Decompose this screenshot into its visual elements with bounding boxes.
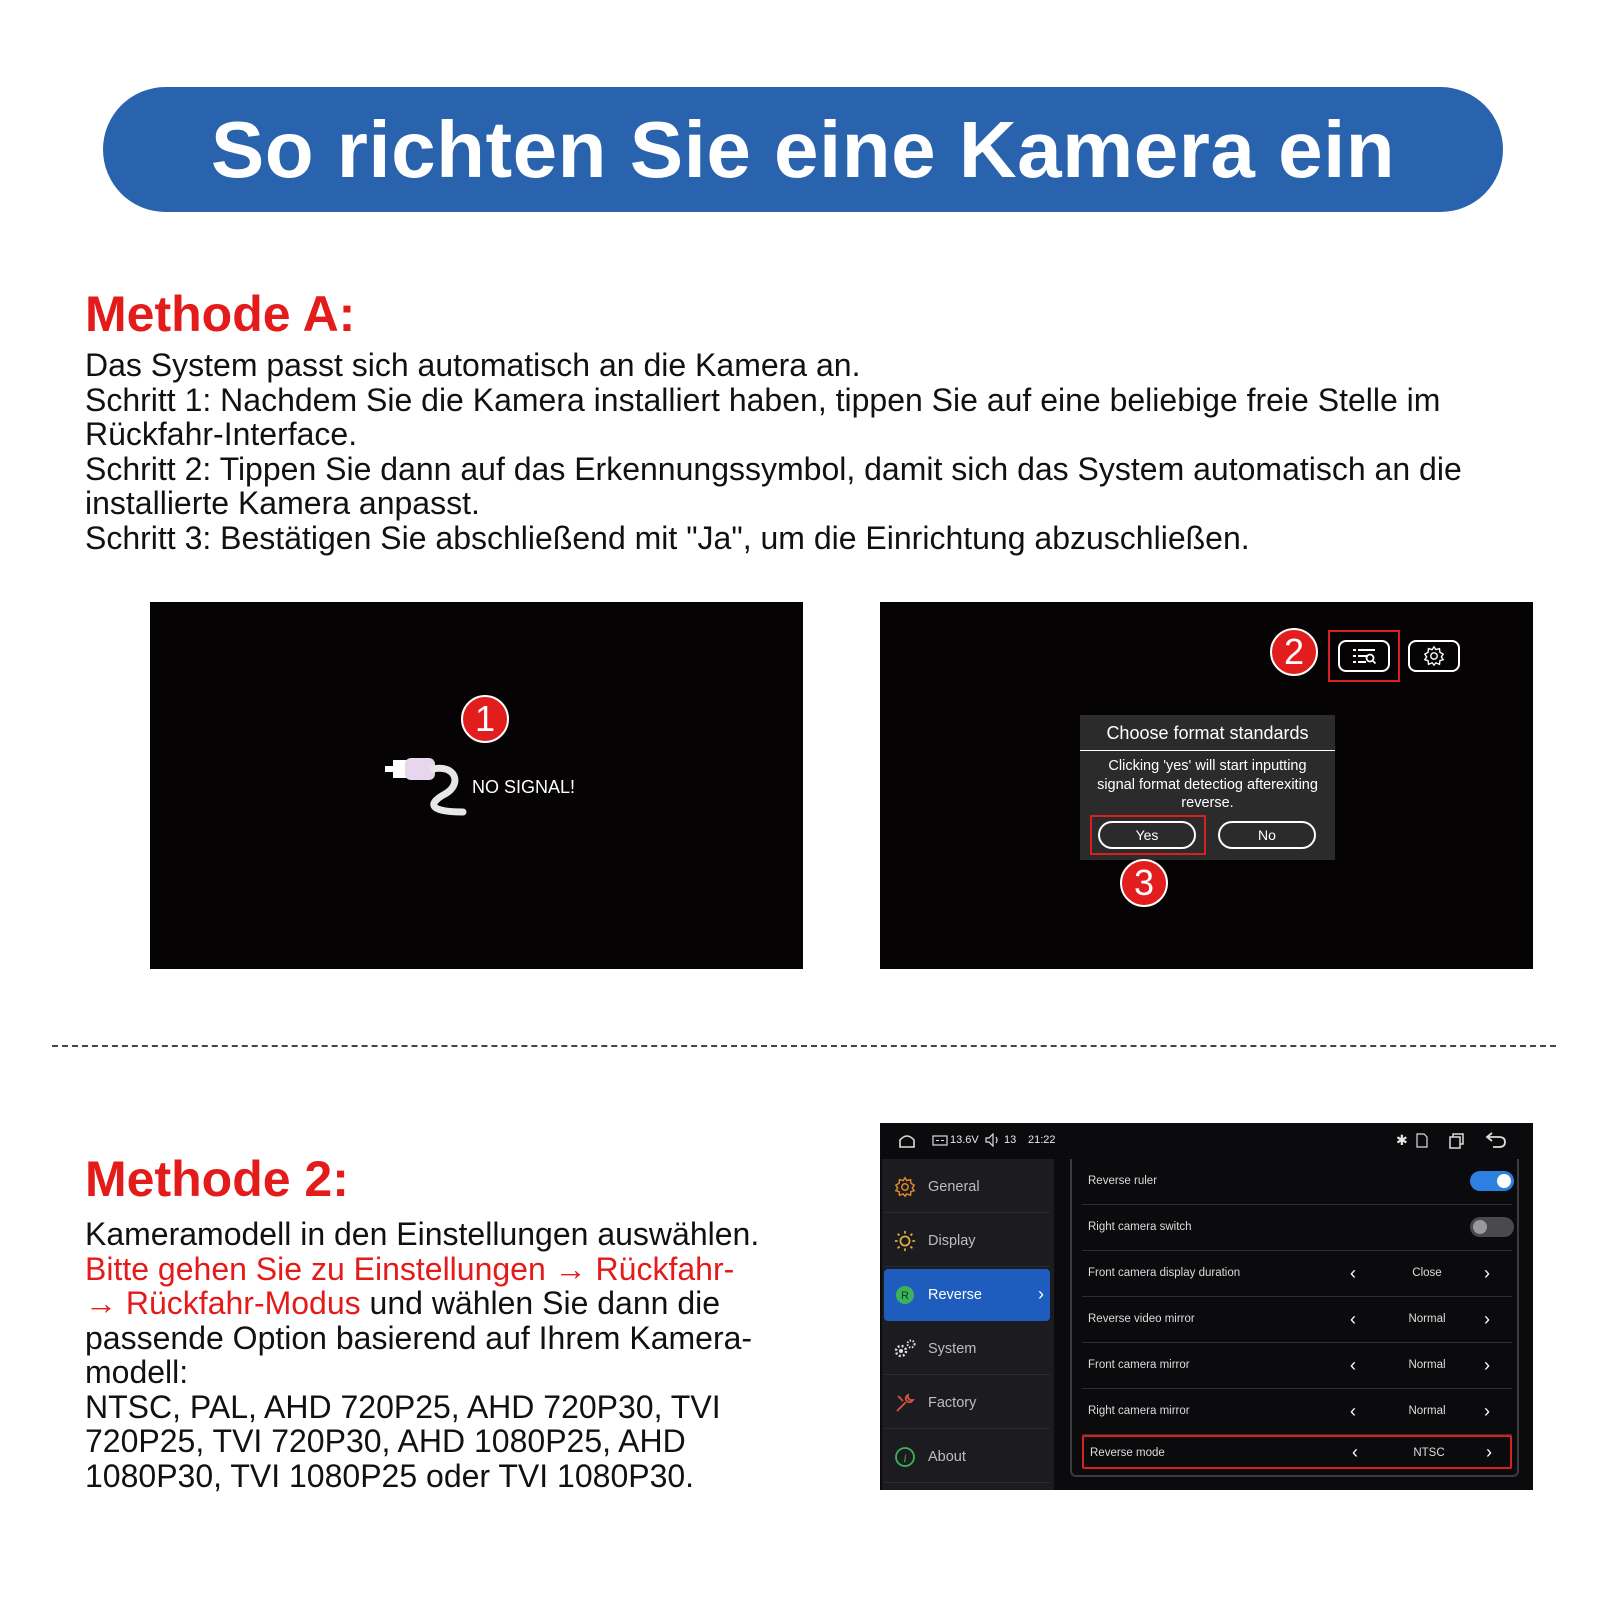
step-2-badge: 2	[1270, 628, 1318, 676]
instruction-line: Schritt 1: Nachdem Sie die Kamera installiert haben, tippen Sie auf eine beliebige freie Stelle im	[85, 381, 1441, 418]
setting-label: Reverse video mirror	[1088, 1313, 1195, 1325]
yes-button[interactable]: Yes	[1098, 821, 1196, 849]
chevron-right-icon: ›	[1038, 1284, 1044, 1304]
chevron-right-icon[interactable]: ›	[1484, 1263, 1490, 1283]
battery-icon	[932, 1135, 948, 1146]
home-icon[interactable]	[898, 1132, 916, 1148]
setting-value: Normal	[1408, 1359, 1446, 1371]
sidebar-item-display[interactable]	[884, 1215, 1050, 1267]
instruction-line: Rückfahr-Interface.	[85, 416, 358, 452]
method-2-heading: Methode 2:	[85, 1151, 349, 1207]
format-standards-dialog	[1080, 715, 1335, 860]
voltage-readout: 13.6V	[950, 1134, 979, 1146]
setting-label: Right camera switch	[1088, 1221, 1192, 1233]
info-icon	[892, 1444, 918, 1470]
setting-row-reverse-mode	[1082, 1435, 1512, 1469]
instruction-line: Das System passt sich automatisch an die Kamera an.	[85, 347, 861, 383]
sidebar-item-label: Reverse	[928, 1287, 982, 1303]
chevron-left-icon[interactable]: ‹	[1350, 1309, 1356, 1329]
camera-mode-list: 1080P30, TVI 1080P25 oder TVI 1080P30.	[85, 1457, 695, 1494]
chevron-right-icon[interactable]: ›	[1484, 1401, 1490, 1421]
reverse-screen-detect-dialog	[880, 602, 1533, 969]
sidebar-item-about[interactable]	[884, 1431, 1050, 1483]
setting-label: Reverse mode	[1090, 1447, 1165, 1459]
instruction-line	[85, 1286, 815, 1321]
reverse-mode-value: NTSC	[1413, 1447, 1445, 1459]
reverse-screen-no-signal[interactable]	[150, 602, 803, 969]
sidebar-item-factory[interactable]	[884, 1377, 1050, 1429]
chevron-right-icon[interactable]: ›	[1486, 1442, 1492, 1462]
camera-mode-list: 720P25, TVI 720P30, AHD 1080P25, AHD	[85, 1423, 686, 1459]
sidebar-item-reverse[interactable]	[884, 1269, 1050, 1321]
chevron-left-icon[interactable]: ‹	[1352, 1442, 1358, 1462]
svg-text:i: i	[903, 1450, 907, 1465]
dialog-message: Clicking 'yes' will start inputting signal format detectiog afterexiting reverse.	[1097, 758, 1318, 811]
gear-icon	[1423, 645, 1445, 667]
title-banner	[103, 87, 1503, 212]
disconnected-cable-icon	[385, 754, 470, 819]
setting-row-right-camera-switch[interactable]	[1082, 1205, 1512, 1251]
no-signal-label: NO SIGNAL!	[472, 777, 576, 797]
step-3-badge: 3	[1120, 859, 1168, 907]
reverse-settings-panel	[1070, 1159, 1519, 1477]
format-detect-button[interactable]	[1338, 640, 1390, 672]
reverse-r-icon	[892, 1282, 918, 1308]
chevron-left-icon[interactable]: ‹	[1350, 1401, 1356, 1421]
setting-label: Front camera display duration	[1088, 1267, 1241, 1279]
setting-row-front-camera-duration	[1082, 1251, 1512, 1297]
sim-icon	[1416, 1133, 1428, 1148]
setting-value: Normal	[1408, 1313, 1446, 1325]
method-a-instructions	[85, 348, 1565, 555]
setting-label: Reverse ruler	[1088, 1175, 1158, 1187]
page-title: So richten Sie eine Kamera ein	[210, 104, 1396, 194]
sidebar-item-label: Factory	[928, 1394, 977, 1411]
instruction-line: Kameramodell in den Einstellungen auswählen.	[85, 1216, 760, 1252]
sun-icon	[892, 1228, 918, 1254]
detect-list-icon	[1351, 647, 1377, 665]
instruction-path: → Rückfahr-Modus	[85, 1285, 361, 1321]
setting-value: Close	[1412, 1267, 1442, 1279]
wrench-icon	[892, 1390, 918, 1416]
volume-readout: 13	[1004, 1134, 1017, 1146]
method-2-instructions	[85, 1217, 815, 1493]
setting-label: Front camera mirror	[1088, 1359, 1190, 1371]
instruction-line: Schritt 2: Tippen Sie dann auf das Erkennungssymbol, damit sich das System automatisch an die	[85, 450, 1462, 487]
clock: 21:22	[1028, 1134, 1056, 1146]
dialog-title: Choose format standards	[1080, 715, 1335, 751]
instruction-line: installierte Kamera anpasst.	[85, 485, 480, 521]
setting-value: Normal	[1408, 1405, 1446, 1417]
setting-row-right-camera-mirror	[1082, 1389, 1512, 1435]
no-button[interactable]: No	[1218, 821, 1316, 849]
sidebar-item-label: System	[928, 1340, 977, 1357]
status-bar	[880, 1123, 1533, 1159]
sidebar-item-system[interactable]	[884, 1323, 1050, 1375]
reverse-ruler-toggle[interactable]	[1470, 1171, 1514, 1191]
svg-text:R: R	[901, 1290, 909, 1302]
gears-icon	[892, 1336, 918, 1362]
instruction-line: modell:	[85, 1354, 189, 1390]
reverse-settings-screen	[880, 1123, 1533, 1490]
gear-icon	[892, 1174, 918, 1200]
instruction-text: und wählen Sie dann die	[360, 1285, 721, 1321]
chevron-left-icon[interactable]: ‹	[1350, 1263, 1356, 1283]
right-camera-switch-toggle[interactable]	[1470, 1217, 1514, 1237]
camera-settings-button[interactable]	[1408, 640, 1460, 672]
camera-mode-list: NTSC, PAL, AHD 720P25, AHD 720P30, TVI	[85, 1388, 721, 1425]
back-icon[interactable]	[1485, 1131, 1507, 1149]
sidebar-item-label: General	[928, 1178, 980, 1195]
recent-apps-icon[interactable]	[1448, 1132, 1466, 1149]
setting-label: Right camera mirror	[1088, 1405, 1190, 1417]
sidebar-item-general[interactable]	[884, 1161, 1050, 1213]
chevron-right-icon[interactable]: ›	[1484, 1309, 1490, 1329]
sidebar-item-label: Display	[928, 1232, 976, 1249]
sidebar-item-label: About	[928, 1448, 966, 1465]
chevron-left-icon[interactable]: ‹	[1350, 1355, 1356, 1375]
settings-sidebar	[882, 1159, 1054, 1490]
setting-row-reverse-ruler[interactable]	[1082, 1159, 1512, 1205]
setting-row-reverse-video-mirror	[1082, 1297, 1512, 1343]
chevron-right-icon[interactable]: ›	[1484, 1355, 1490, 1375]
instruction-path: Bitte gehen Sie zu Einstellungen → Rückfahr-	[85, 1250, 735, 1287]
method-a-heading: Methode A:	[85, 286, 356, 342]
instruction-line: Schritt 3: Bestätigen Sie abschließend mit "Ja", um die Einrichtung abzuschließen.	[85, 519, 1250, 556]
bluetooth-icon: ✱	[1396, 1132, 1408, 1148]
step-1-badge: 1	[461, 695, 509, 743]
setting-row-front-camera-mirror	[1082, 1343, 1512, 1389]
instruction-line: passende Option basierend auf Ihrem Kamera-	[85, 1319, 753, 1356]
section-divider	[52, 1045, 1556, 1047]
volume-icon	[985, 1133, 1001, 1147]
